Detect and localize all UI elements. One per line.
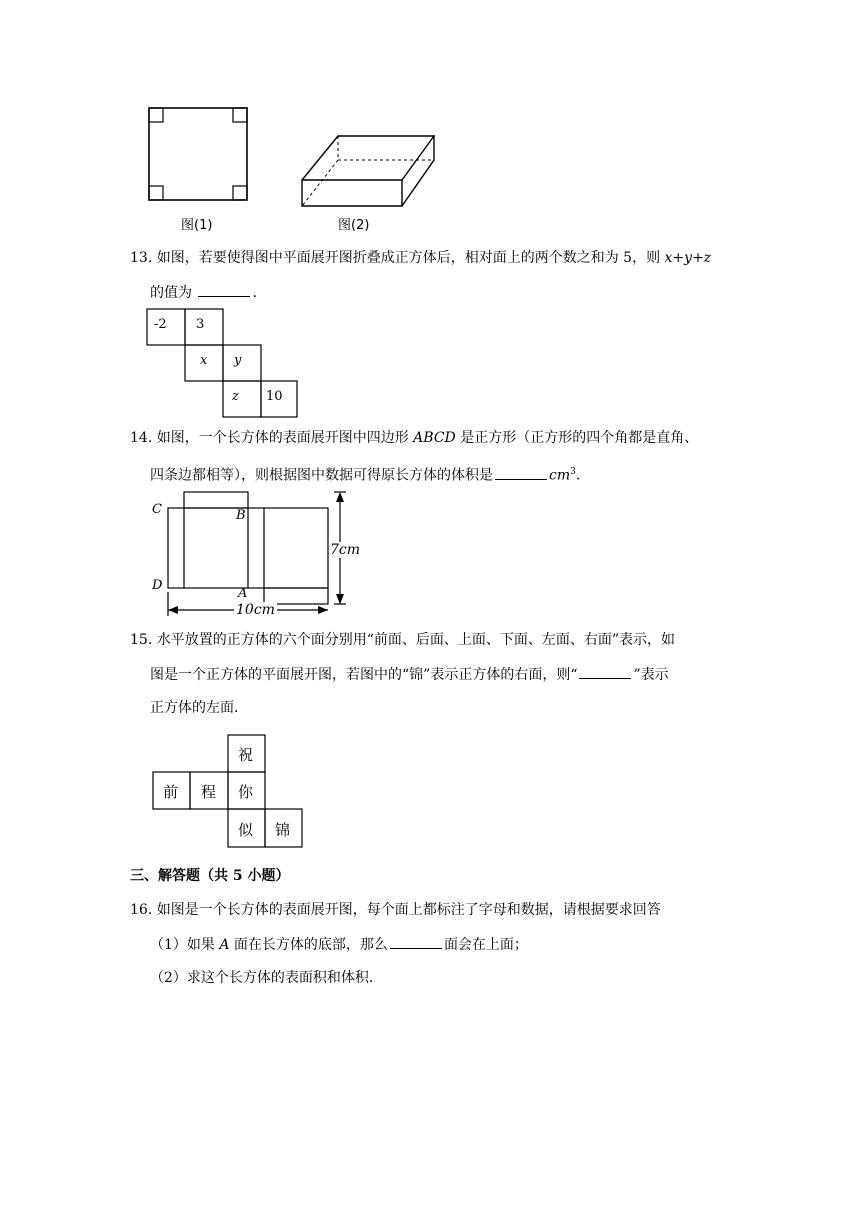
q13-cell-z: z <box>232 389 239 404</box>
q14-text-b: 是正方形（正方形的四个角都是直角、 <box>455 430 699 446</box>
q14-cuboid-net <box>148 488 368 618</box>
q14-label-A: A <box>238 586 248 601</box>
figure-1-caption: 图(1) <box>181 218 213 233</box>
q15-line-2 <box>150 664 669 685</box>
q16-p1-face: A <box>219 937 230 953</box>
q15-line-3: 正方体的左面. <box>150 700 239 716</box>
q15-cube-net <box>152 734 304 850</box>
figure-2-caption: 图(2) <box>338 218 370 233</box>
q14-text: 14. 如图，一个长方体的表面展开图中四边形 <box>130 430 414 446</box>
q14-period: . <box>575 467 581 484</box>
q15-text-2: 图是一个正方体的平面展开图，若图中的“锦”表示正方体的右面，则“ <box>150 667 578 683</box>
q14-text-2: 四条边都相等），则根据图中数据可得原长方体的体积是 <box>150 467 493 484</box>
section-3-heading: 三、解答题（共 5 小题） <box>130 868 290 884</box>
q16-p1-suffix: 面会在上面； <box>443 937 528 953</box>
q16-part-1 <box>150 934 528 955</box>
q15-cell-ni: 你 <box>238 783 254 801</box>
q14-label-D: D <box>152 578 163 593</box>
q16-p1-mid: 面在长方体的底部，那么 <box>229 937 388 953</box>
q15-answer-blank[interactable] <box>579 664 631 679</box>
q15-line-1: 15. 水平放置的正方体的六个面分别用“前面、后面、上面、下面、左面、右面”表示，如 <box>130 632 676 648</box>
q13-line-1 <box>130 248 711 268</box>
q15-cell-zhu: 祝 <box>238 746 254 764</box>
q15-cell-si: 似 <box>238 821 254 839</box>
q13-cell-x: x <box>200 353 208 368</box>
q14-label-B: B <box>236 508 246 523</box>
figure-2-open-box <box>298 130 438 210</box>
q14-answer-blank[interactable] <box>495 465 547 480</box>
q13-cell-1: -2 <box>154 317 167 332</box>
q14-unit-exp: 3 <box>570 467 576 477</box>
figure-1-square-with-corners <box>145 104 251 204</box>
q14-label-height: 7cm <box>330 542 361 558</box>
q13-line-2 <box>150 282 257 303</box>
q13-text: 13. 如图，若要使得图中平面展开图折叠成正方体后，相对面上的两个数之和为 5，则 <box>130 250 665 266</box>
q16-answer-blank[interactable] <box>390 934 442 949</box>
q14-line-2 <box>150 462 580 486</box>
q13-expression: x+y+z <box>664 250 712 266</box>
q16-part-2: （2）求这个长方体的表面积和体积. <box>150 970 374 986</box>
q16-p1-text: （1）如果 <box>150 937 220 953</box>
q16-line-1: 16. 如图是一个长方体的表面展开图，每个面上都标注了字母和数据，请根据要求回答 <box>130 902 661 918</box>
q13-period: . <box>252 285 257 301</box>
q13-cube-net <box>146 308 298 416</box>
q13-answer-blank[interactable] <box>198 282 250 297</box>
q15-cell-qian: 前 <box>163 783 179 801</box>
q13-text-2: 的值为 <box>150 285 192 301</box>
q13-cell-y: y <box>234 353 242 368</box>
q14-label-width: 10cm <box>236 602 275 618</box>
q14-abcd: ABCD <box>413 430 456 446</box>
q14-line-1 <box>130 428 698 448</box>
q13-cell-10: 10 <box>266 389 283 404</box>
q14-unit: cm <box>549 467 571 484</box>
q15-text-2b: ”表示 <box>633 667 669 683</box>
q13-cell-2: 3 <box>196 317 205 332</box>
q14-label-C: C <box>152 502 162 517</box>
q15-cell-cheng: 程 <box>201 783 217 801</box>
q15-cell-jin: 锦 <box>275 821 291 839</box>
